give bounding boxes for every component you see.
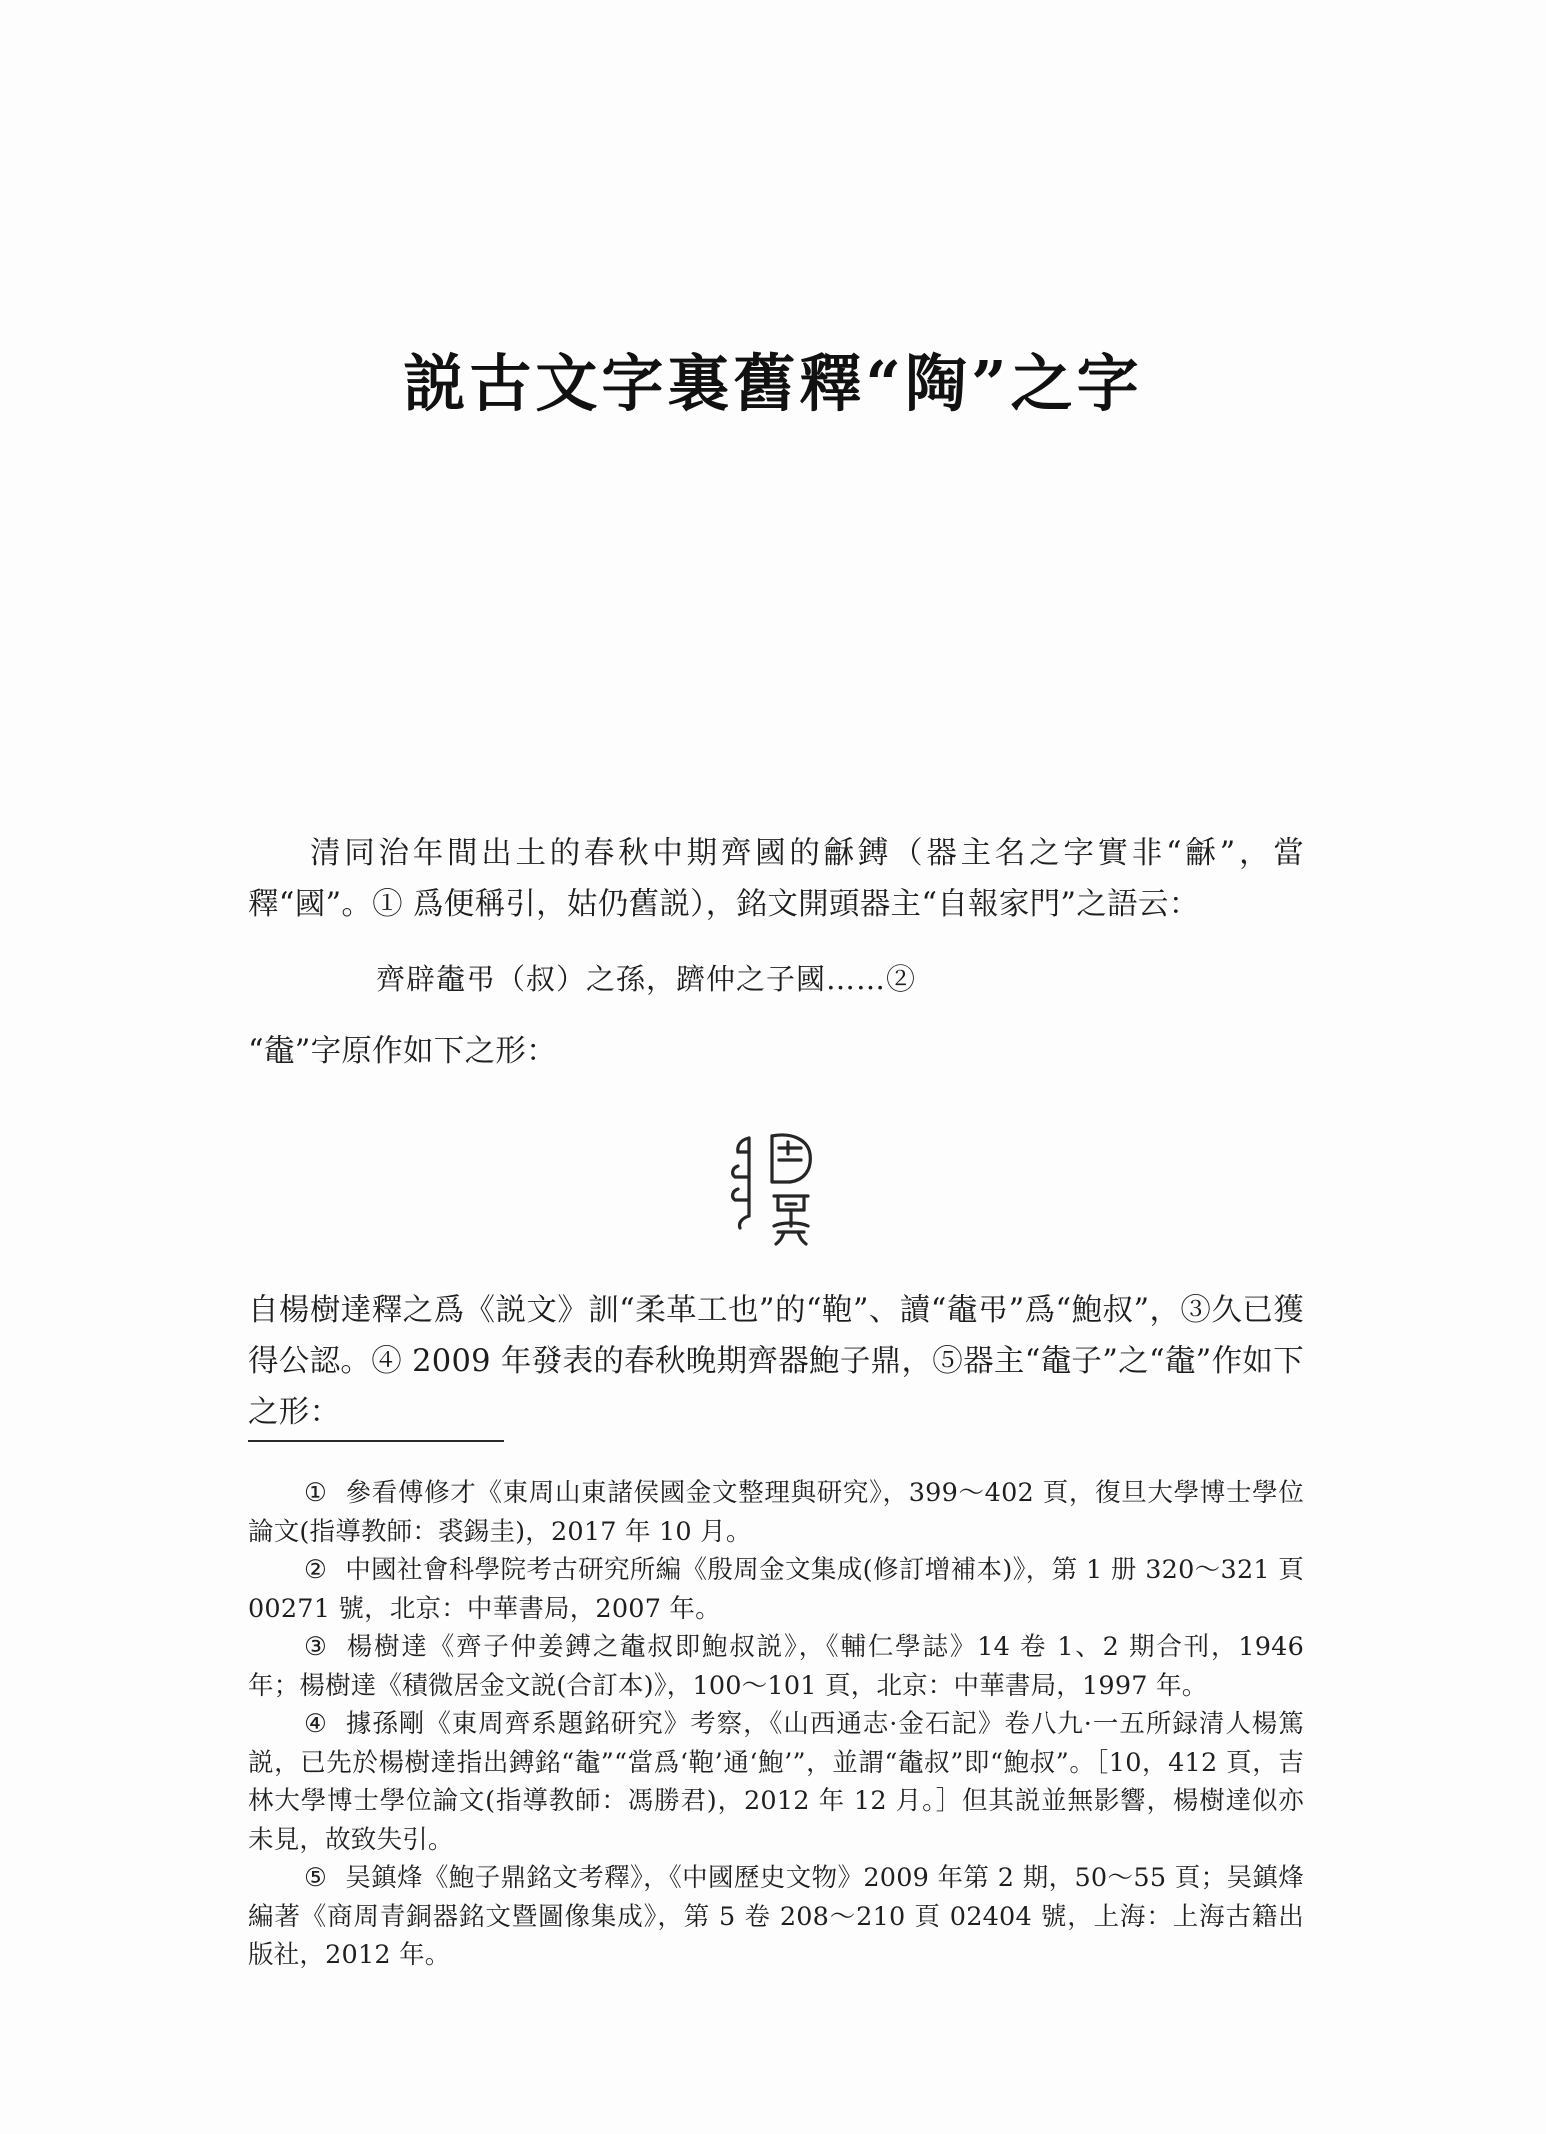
footnote-item [248,1474,1304,1551]
bronze-inscription-glyph-zhu-icon [716,1110,836,1250]
title-block [0,348,1546,419]
body-paragraph-1: 清同治年間出土的春秋中期齊國的龢鎛（器主名之字實非“龢”，當釋“國”。① 爲便稱引，姑仍舊説），銘文開頭器主“自報家門”之語云： [248,836,1304,922]
footnote-text: 吴鎮烽《鮑子鼎銘文考釋》，《中國歷史文物》2009 年第 2 期，50～55 頁；吴鎮烽編著《商周青銅器銘文暨圖像集成》，第 5 卷 208～210 頁 02404 號，上海：上海古籍出版社，2012 年。 [248,1863,1304,1970]
footnote-marker: ⑤ [304,1863,328,1893]
footnote-marker: ④ [304,1709,328,1739]
body-paragraph-2: 自楊樹達釋之爲《説文》訓“柔革工也”的“鞄”、讀“鼄弔”爲“鮑叔”，③久已獲得公認。④ 2009 年發表的春秋晚期齊器鮑子鼎，⑤器主“鼄子”之“鼄”作如下之形： [248,1293,1304,1430]
footnote-text: 楊樹達《齊子仲姜鎛之鼄叔即鮑叔説》，《輔仁學誌》14 卷 1、2 期合刊，1946 年；楊樹達《積微居金文説(合訂本)》，100～101 頁，北京：中華書局，1997 年。 [248,1632,1305,1701]
block-quote-inscription: 齊辟鼄弔（叔）之孫，躋仲之子國……② [376,962,917,996]
footnote-text: 中國社會科學院考古研究所編《殷周金文集成(修訂增補本)》，第 1 册 320～321 頁 00271 號，北京：中華書局，2007 年。 [248,1555,1304,1624]
footnote-marker: ③ [304,1632,329,1662]
article-body [248,828,1304,1438]
lead-in-line: “鼄”字原作如下之形： [248,1034,557,1069]
footnote-item [248,1705,1304,1859]
footnote-list [248,1474,1304,1975]
footnote-text: 參看傅修才《東周山東諸侯國金文整理與研究》，399～402 頁，復旦大學博士學位論文(指導教師：裘錫圭)，2017 年 10 月。 [248,1478,1305,1547]
footnote-separator-rule [248,1440,504,1442]
footnote-item [248,1859,1304,1975]
footnote-item [248,1628,1304,1705]
footnote-item [248,1551,1304,1628]
page-title: 説古文字裏舊釋“陶”之字 [403,347,1143,420]
footnote-text: 據孫剛《東周齊系題銘研究》考察，《山西通志·金石記》卷八九·一五所録清人楊篤説，已先於楊樹達指出鎛銘“鼄”“當爲‘鞄’通‘鮑’”，並謂“鼄叔”即“鮑叔”。［10，412 頁，吉林大學博士學位論文(指導教師：馮勝君)，2012 年 12 月。］但其説並無影響，楊樹達似亦未見，故致失引。 [248,1709,1304,1855]
bronze-inscription-glyph-figure [248,1109,1304,1251]
footnote-marker: ② [304,1555,328,1585]
footnote-marker: ① [304,1478,328,1508]
